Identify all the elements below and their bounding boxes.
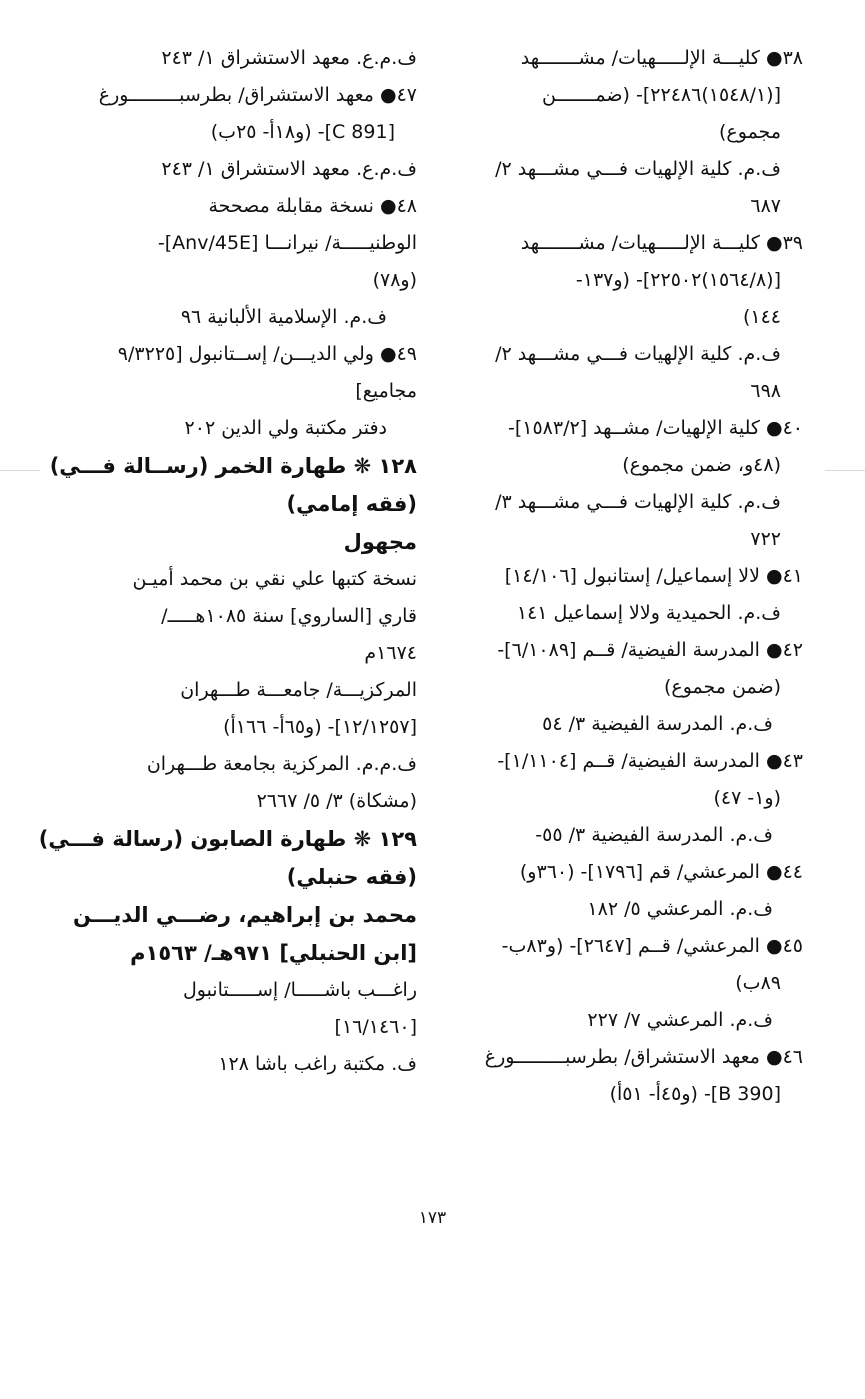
entry-41-catalog: ف.م. الحميدية ولالا إسماعيل ١٤١ — [516, 602, 781, 624]
entry-48-folios: (و٧٨) — [372, 269, 417, 291]
entry-49-line: ٤٩● ولي الديـــن/ إســتانبول [٩/٣٢٢٥ — [117, 343, 417, 365]
entry-48-library: الوطنيـــــة/ نيرانـــا [Anv/45E]- — [157, 232, 417, 254]
entry-41-line: ٤١● لالا إسماعيل/ إستانبول [١٤/١٠٦] — [504, 565, 803, 587]
heading-129-title: ١٢٩ ❋ طهارة الصابون (رسالة فـــي) — [38, 827, 417, 851]
entry-38-note: مجموع) — [719, 121, 781, 143]
right-column — [458, 40, 803, 1113]
entry-39-catalog: ف.م. كلية الإلهيات فـــي مشـــهد ٢/ — [495, 343, 781, 365]
entry-47-ref: [C 891]- (و١٨أ- ٢٥ب) — [210, 121, 395, 143]
entry-38-ref: [(١٥٤٨/١)٢٢٤٨٦]- (ضمـــــــن — [542, 84, 781, 106]
entry-129-catalog: ف. مكتبة راغب باشا ١٢٨ — [218, 1053, 417, 1075]
entry-40-catalog: ف.م. كلية الإلهيات فـــي مشـــهد ٣/ — [495, 491, 781, 513]
entry-129-ref: [١٦/١٤٦٠] — [334, 1016, 417, 1038]
scan-artifact-line-left — [0, 470, 40, 471]
entry-38-catalog-page: ٦٨٧ — [750, 195, 781, 217]
heading-129-subject: (فقه حنبلي) — [286, 865, 417, 889]
entry-38-catalog: ف.م. كلية الإلهيات فـــي مشـــهد ٢/ — [495, 158, 781, 180]
entry-39-folios: ١٤٤) — [742, 306, 781, 328]
entry-47-catalog: ف.م.ع. معهد الاستشراق ١/ ٢٤٣ — [161, 158, 417, 180]
entry-45-line: ٤٥● المرعشي/ قــم [٢٦٤٧]- (و٨٣ب- — [501, 935, 803, 957]
scan-artifact-line-right — [825, 470, 865, 471]
heading-128-title: ١٢٨ ❋ طهارة الخمر (رســالة فـــي) — [49, 454, 417, 478]
entry-42-line: ٤٢● المدرسة الفيضية/ قــم [٦/١٠٨٩]- — [497, 639, 803, 661]
entry-45-folios: ٨٩ب) — [735, 972, 781, 994]
entry-48-catalog: ف.م. الإسلامية الألبانية ٩٦ — [180, 306, 387, 328]
entry-43-folios: (و١- ٤٧) — [713, 787, 781, 809]
heading-129-author-2: [ابن الحنبلي] ٩٧١هـ/ ١٥٦٣م — [130, 941, 417, 965]
heading-128-author: مجهول — [343, 530, 417, 554]
entry-44-catalog: ف.م. المرعشي ٥/ ١٨٢ — [587, 898, 773, 920]
entry-46-catalog: ف.م.ع. معهد الاستشراق ١/ ٢٤٣ — [161, 47, 417, 69]
entry-128-catalog: ف.م.م. المركزية بجامعة طـــهران — [146, 753, 417, 775]
entry-46-ref: [B 390]- (و٤٥أ- ٥١أ) — [609, 1083, 781, 1105]
entry-46-line: ٤٦● معهد الاستشراق/ بطرسبـــــــــورغ — [484, 1046, 803, 1068]
entry-44-line: ٤٤● المرعشي/ قم [١٧٩٦]- (٣٦٠و) — [519, 861, 803, 883]
entry-128-library: المركزيـــة/ جامعـــة طـــهران — [180, 679, 417, 701]
entry-38-line: ٣٨● كليـــة الإلـــــهيات/ مشـــــــهد — [520, 47, 803, 69]
entry-42-catalog: ف.م. المدرسة الفيضية ٣/ ٥٤ — [542, 713, 773, 735]
entry-128-date: ١٦٧٤م — [364, 642, 417, 664]
entry-49-note: مجاميع] — [355, 380, 417, 402]
page-number: ١٧٣ — [418, 1208, 447, 1228]
entry-128-copy-note: نسخة كتبها علي نقي بن محمد أميـن — [132, 568, 417, 590]
entry-39-catalog-page: ٦٩٨ — [750, 380, 781, 402]
entry-48-line: ٤٨● نسخة مقابلة مصححة — [208, 195, 417, 217]
entry-128-ref: [١٢/١٢٥٧]- (و٦٥أ- ١٦٦أ) — [223, 716, 417, 738]
entry-43-catalog: ف.م. المدرسة الفيضية ٣/ ٥٥- — [535, 824, 773, 846]
entry-43-line: ٤٣● المدرسة الفيضية/ قــم [١/١١٠٤]- — [497, 750, 803, 772]
heading-129-author: محمد بن إبراهيم، رضـــي الديـــن — [73, 903, 417, 927]
entry-39-line: ٣٩● كليـــة الإلـــــهيات/ مشـــــــهد — [520, 232, 803, 254]
entry-47-line: ٤٧● معهد الاستشراق/ بطرسبـــــــــورغ — [98, 84, 417, 106]
entry-129-library: راغـــب باشـــــا/ إســـــتانبول — [182, 979, 417, 1001]
entry-45-catalog: ف.م. المرعشي ٧/ ٢٢٧ — [587, 1009, 773, 1031]
entry-40-line: ٤٠● كلية الإلهيات/ مشــهد [١٥٨٣/٢]- — [507, 417, 803, 439]
left-column — [38, 40, 417, 1083]
entry-39-ref: [(١٥٦٤/٨)٢٢٥٠٢]- (و١٣٧- — [575, 269, 781, 291]
entry-128-copy-note-2: قاري [الساروي] سنة ١٠٨٥هـــــ/ — [161, 605, 417, 627]
entry-128-catalog-page: (مشكاة) ٣/ ٥/ ٢٦٦٧ — [256, 790, 417, 812]
heading-128-subject: (فقه إمامي) — [286, 492, 417, 516]
entry-40-note: (٤٨و، ضمن مجموع) — [622, 454, 781, 476]
entry-49-catalog: دفتر مكتبة ولي الدين ٢٠٢ — [184, 417, 387, 439]
entry-40-catalog-page: ٧٢٢ — [750, 528, 781, 550]
entry-42-note: (ضمن مجموع) — [663, 676, 781, 698]
